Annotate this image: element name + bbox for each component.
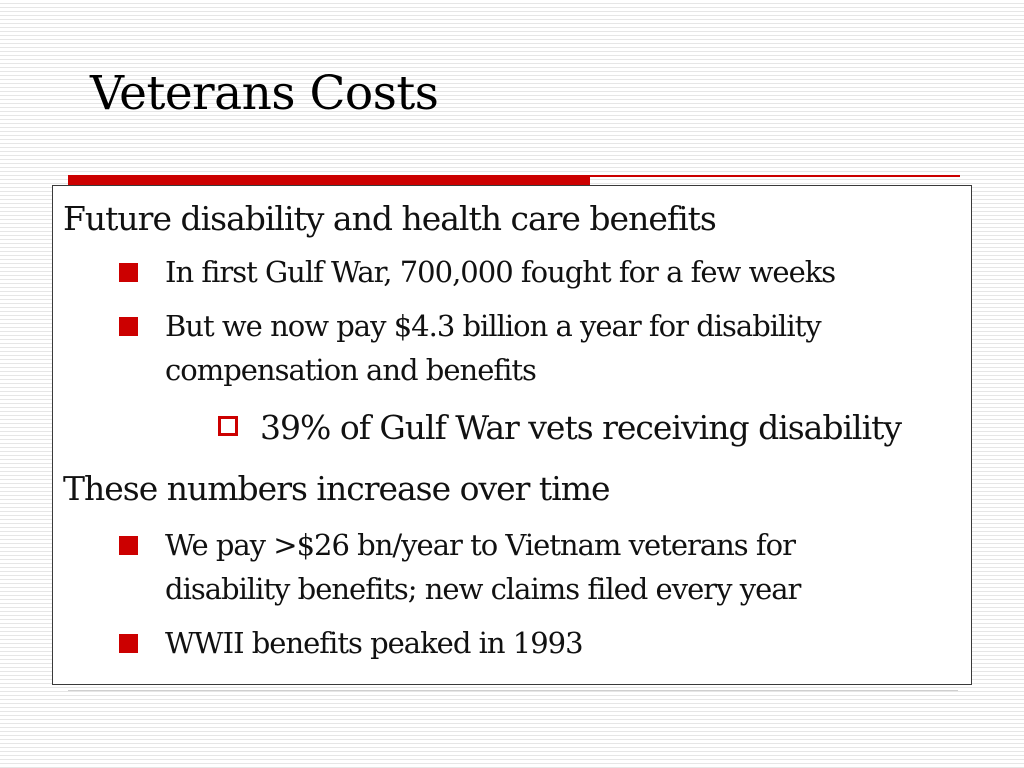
bullet-item <box>165 524 895 611</box>
slide-title: Veterans Costs <box>90 66 439 121</box>
bullet-item <box>165 305 895 392</box>
filled-square-bullet-icon <box>119 536 138 555</box>
filled-square-bullet-icon <box>119 634 138 653</box>
sub-bullet-text: 39% of Gulf War vets receiving disability <box>260 408 902 447</box>
bullet-item <box>165 251 895 295</box>
bullet-text: But we now pay $4.3 billion a year for disability compensation and benefits <box>165 309 821 387</box>
hollow-square-bullet-icon <box>218 416 238 436</box>
section-heading-future-benefits: Future disability and health care benefits <box>63 199 716 238</box>
content-box <box>52 185 972 685</box>
bullet-text: We pay >$26 bn/year to Vietnam veterans for disability benefits; new claims filed every year <box>165 528 801 606</box>
bullet-text: In first Gulf War, 700,000 fought for a few weeks <box>165 255 836 289</box>
bullet-item <box>165 622 895 666</box>
filled-square-bullet-icon <box>119 263 138 282</box>
bottom-divider-line <box>68 690 958 691</box>
sub-bullet-item <box>218 409 901 447</box>
filled-square-bullet-icon <box>119 317 138 336</box>
section-heading-numbers-increase: These numbers increase over time <box>63 469 610 508</box>
bullet-text: WWII benefits peaked in 1993 <box>165 626 583 660</box>
title-underline-thin-line <box>590 175 960 177</box>
